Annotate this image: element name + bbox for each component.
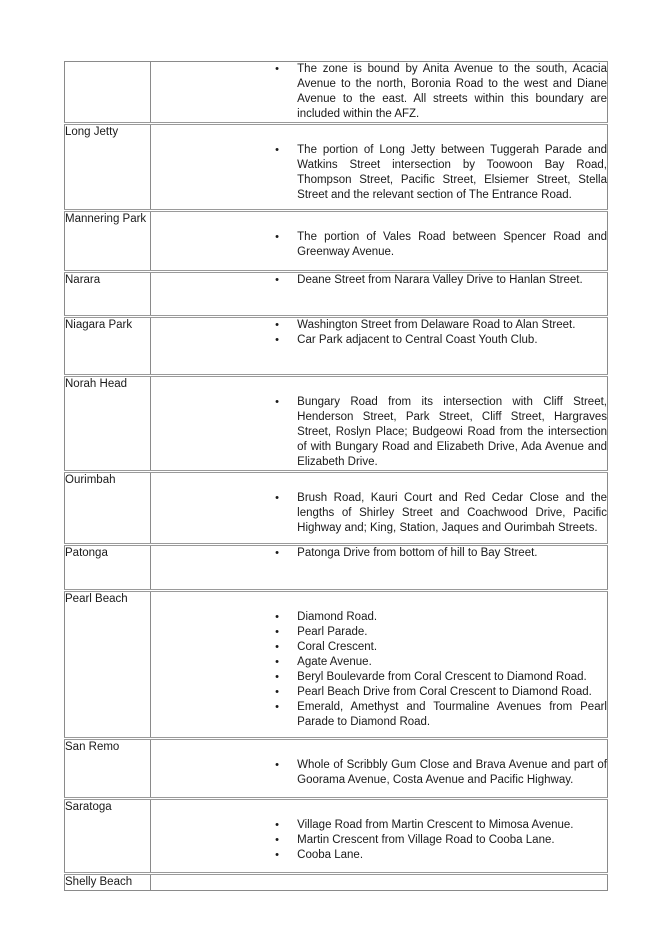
list-item <box>151 700 607 730</box>
list-item-text: Bungary Road from its intersection with Cliff Street, Henderson Street, Park Street, Cliff Street, Hargraves Street, Roslyn Place; Budgeowi Road from the intersection of with Bungary Road and Elizabeth Drive, Ada Avenue and Elizabeth Drive. <box>297 396 607 468</box>
list-item-text: Emerald, Amethyst and Tourmaline Avenues from Pearl Parade to Diamond Road. <box>297 701 607 728</box>
list-item-text: Village Road from Martin Crescent to Mimosa Avenue. <box>297 819 574 831</box>
bullet-icon: • <box>275 274 280 286</box>
alcohol-free-zone-table <box>64 61 608 891</box>
bullet-icon: • <box>275 63 280 75</box>
description-cell <box>151 376 608 472</box>
list-item-text: Martin Crescent from Village Road to Cooba Lane. <box>297 834 555 846</box>
suburb-cell: Patonga <box>65 545 151 591</box>
bullet-icon: • <box>275 626 280 638</box>
list-item-text: The portion of Long Jetty between Tuggerah Parade and Watkins Street intersection by Toowoon Bay Road, Thompson Street, Pacific Street, Elsiemer Street, Stella Street and the relevant section of The Entrance Road. <box>297 144 607 201</box>
list-item-text: Beryl Boulevarde from Coral Crescent to Diamond Road. <box>297 671 587 683</box>
list-item <box>151 62 607 122</box>
description-cell <box>151 874 608 891</box>
bullet-icon: • <box>275 611 280 623</box>
list-item <box>151 758 607 788</box>
list-item <box>151 848 607 863</box>
suburb-cell: Shelly Beach <box>65 874 151 891</box>
table-row <box>65 211 608 272</box>
bullet-icon: • <box>275 656 280 668</box>
street-list <box>151 546 607 561</box>
list-item <box>151 625 607 640</box>
table-row <box>65 62 608 124</box>
suburb-cell: Pearl Beach <box>65 591 151 739</box>
description-cell <box>151 591 608 739</box>
list-item-text: Deane Street from Narara Valley Drive to Hanlan Street. <box>297 274 583 286</box>
table-row <box>65 472 608 545</box>
street-list <box>151 395 607 470</box>
list-item-text: Coral Crescent. <box>297 641 378 653</box>
suburb-cell <box>65 62 151 124</box>
suburb-cell: Niagara Park <box>65 317 151 376</box>
list-item-text: The portion of Vales Road between Spencer Road and Greenway Avenue. <box>297 231 607 258</box>
bullet-icon: • <box>275 834 280 846</box>
table-row <box>65 272 608 317</box>
description-cell <box>151 472 608 545</box>
list-item-text: The zone is bound by Anita Avenue to the south, Acacia Avenue to the north, Boronia Road to the west and Diane Avenue to the east. All streets within this boundary are included within the AFZ. <box>297 63 607 120</box>
bullet-icon: • <box>275 671 280 683</box>
table-row <box>65 874 608 891</box>
table-body <box>65 62 608 891</box>
description-cell <box>151 317 608 376</box>
suburb-cell: Mannering Park <box>65 211 151 272</box>
bullet-icon: • <box>275 396 280 408</box>
list-item <box>151 318 607 333</box>
street-list <box>151 818 607 863</box>
street-list <box>151 610 607 730</box>
list-item-text: Pearl Parade. <box>297 626 368 638</box>
table-row <box>65 799 608 874</box>
list-item <box>151 395 607 470</box>
list-item-text: Pearl Beach Drive from Coral Crescent to Diamond Road. <box>297 686 592 698</box>
list-item-text: Whole of Scribbly Gum Close and Brava Avenue and part of Goorama Avenue, Costa Avenue and Pacific Highway. <box>297 759 607 786</box>
list-item-text: Brush Road, Kauri Court and Red Cedar Close and the lengths of Shirley Street and Coachwood Drive, Pacific Highway and; King, Station, Jaques and Ourimbah Streets. <box>297 492 607 534</box>
list-item <box>151 610 607 625</box>
street-list <box>151 143 607 203</box>
list-item-text: Diamond Road. <box>297 611 378 623</box>
list-item-text: Cooba Lane. <box>297 849 364 861</box>
list-item <box>151 491 607 536</box>
description-cell <box>151 211 608 272</box>
street-list <box>151 273 607 288</box>
description-cell <box>151 739 608 799</box>
list-item-text: Patonga Drive from bottom of hill to Bay Street. <box>297 547 538 559</box>
street-list <box>151 491 607 536</box>
suburb-cell: Norah Head <box>65 376 151 472</box>
bullet-icon: • <box>275 144 280 156</box>
bullet-icon: • <box>275 849 280 861</box>
table-row <box>65 376 608 472</box>
street-list <box>151 62 607 122</box>
street-list <box>151 758 607 788</box>
suburb-cell: Long Jetty <box>65 124 151 211</box>
list-item <box>151 818 607 833</box>
bullet-icon: • <box>275 759 280 771</box>
description-cell <box>151 62 608 124</box>
table-row <box>65 545 608 591</box>
bullet-icon: • <box>275 686 280 698</box>
list-item <box>151 546 607 561</box>
bullet-icon: • <box>275 334 280 346</box>
list-item <box>151 670 607 685</box>
bullet-icon: • <box>275 492 280 504</box>
list-item <box>151 685 607 700</box>
table-row <box>65 124 608 211</box>
list-item <box>151 273 607 288</box>
list-item-text: Car Park adjacent to Central Coast Youth Club. <box>297 334 538 346</box>
description-cell <box>151 799 608 874</box>
suburb-cell: Saratoga <box>65 799 151 874</box>
list-item <box>151 640 607 655</box>
table-row <box>65 317 608 376</box>
list-item <box>151 333 607 348</box>
bullet-icon: • <box>275 641 280 653</box>
table-row <box>65 739 608 799</box>
street-list <box>151 318 607 348</box>
description-cell <box>151 124 608 211</box>
list-item-text: Washington Street from Delaware Road to Alan Street. <box>297 319 576 331</box>
description-cell <box>151 272 608 317</box>
bullet-icon: • <box>275 819 280 831</box>
suburb-cell: Ourimbah <box>65 472 151 545</box>
list-item <box>151 833 607 848</box>
list-item-text: Agate Avenue. <box>297 656 372 668</box>
list-item <box>151 143 607 203</box>
suburb-cell: Narara <box>65 272 151 317</box>
bullet-icon: • <box>275 701 280 713</box>
table-row <box>65 591 608 739</box>
bullet-icon: • <box>275 319 280 331</box>
street-list <box>151 230 607 260</box>
bullet-icon: • <box>275 231 280 243</box>
bullet-icon: • <box>275 547 280 559</box>
description-cell <box>151 545 608 591</box>
list-item <box>151 230 607 260</box>
suburb-cell: San Remo <box>65 739 151 799</box>
list-item <box>151 655 607 670</box>
